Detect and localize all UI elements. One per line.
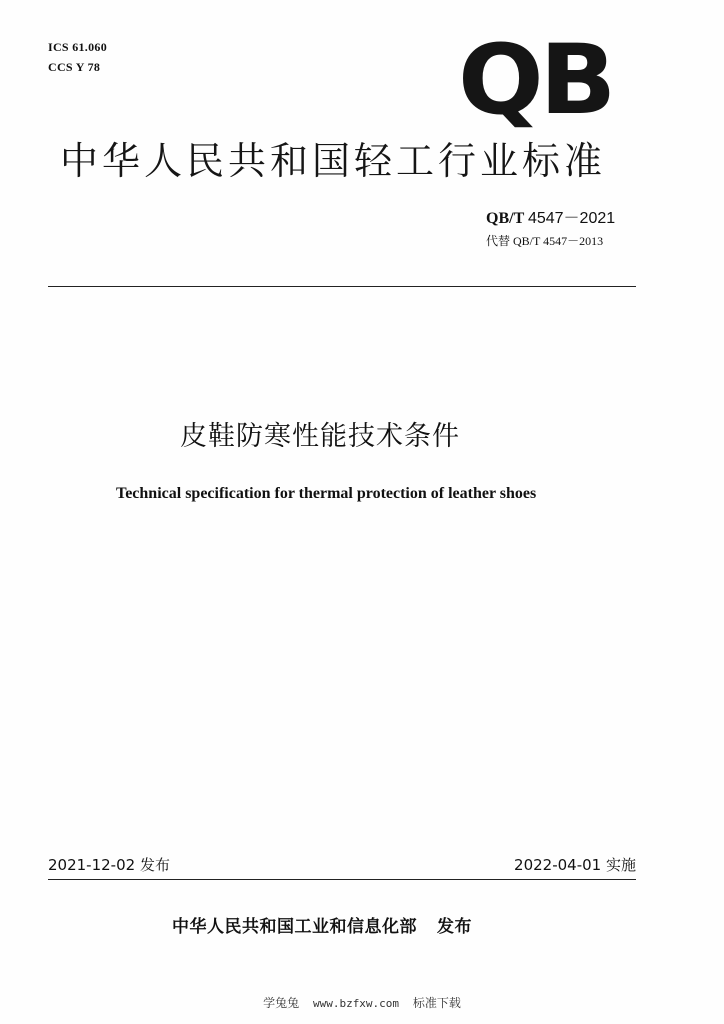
top-divider (48, 286, 636, 287)
replaces-standard: 代替 QB/T 4547－2013 (486, 234, 604, 248)
standard-number-value: 4547－2021 (527, 210, 616, 227)
publisher-name: 中华人民共和国工业和信息化部 (172, 917, 417, 937)
watermark-url[interactable]: www.bzfxw.com (312, 997, 400, 1010)
document-title-english: Technical specification for thermal protection of leather shoes (116, 485, 537, 502)
publisher-line (172, 912, 472, 937)
publisher-action: 发布 (437, 917, 472, 937)
ics-code: ICS 61.060 (48, 40, 108, 54)
qb-logo: QB (458, 24, 613, 136)
watermark-tagline: 标准下载 (412, 996, 461, 1010)
standard-prefix: QB/T (486, 210, 524, 227)
bottom-divider (48, 879, 636, 880)
watermark-site-name: 学兔兔 (263, 996, 300, 1010)
standard-type-heading: 中华人民共和国轻工行业标准 (60, 139, 607, 183)
document-title-chinese: 皮鞋防寒性能技术条件 (180, 421, 460, 452)
standard-number (486, 205, 615, 228)
ccs-code: CCS Y 78 (48, 60, 101, 74)
issue-date: 2021-12-02 发布 (48, 856, 170, 874)
watermark (0, 994, 724, 1011)
implementation-date: 2022-04-01 实施 (514, 856, 636, 874)
